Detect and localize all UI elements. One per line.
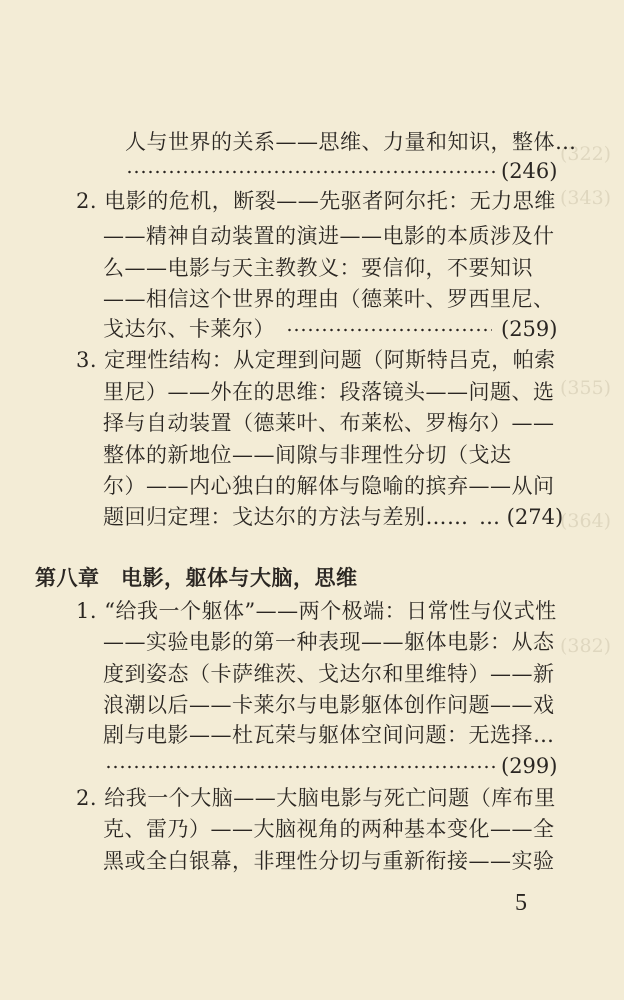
toc-leader-dots [105, 765, 496, 769]
toc-line: 里尼）——外在的思维：段落镜头——问题、选 [103, 380, 555, 404]
toc-line: 么——电影与天主教教义：要信仰，不要知识 [103, 256, 533, 280]
bleed-through-decoration: (322) [560, 143, 612, 165]
bleed-through-decoration: (364) [560, 510, 612, 532]
chapter-heading: 第八章 电影，躯体与大脑，思维 [35, 566, 358, 590]
toc-leader-dots [286, 328, 492, 332]
toc-line: ——实验电影的第一种表现——躯体电影：从态 [103, 630, 555, 654]
toc-page-number: (246) [501, 159, 558, 183]
toc-line: 2. 给我一个大脑——大脑电影与死亡问题（库布里 [76, 786, 556, 810]
toc-line: 1. “给我一个躯体”——两个极端：日常性与仪式性 [76, 599, 557, 623]
toc-leader-dots [126, 170, 496, 174]
toc-line: ——相信这个世界的理由（德莱叶、罗西里尼、 [103, 287, 555, 311]
toc-line: 2. 电影的危机，断裂——先驱者阿尔托：无力思维 [76, 189, 556, 213]
page-number: 5 [515, 890, 527, 916]
bleed-through-decoration: (355) [560, 377, 612, 399]
toc-line: 克、雷乃）——大脑视角的两种基本变化——全 [103, 817, 555, 841]
toc-line: 浪潮以后——卡莱尔与电影躯体创作问题——戏 [103, 693, 555, 717]
toc-line: 黑或全白银幕，非理性分切与重新衔接——实验 [103, 849, 555, 873]
toc-line: 整体的新地位——间隙与非理性分切（戈达 [103, 443, 512, 467]
toc-line: 择与自动装置（德莱叶、布莱松、罗梅尔）—— [103, 411, 555, 435]
toc-line: 剧与电影——杜瓦荣与躯体空间问题：无选择… [103, 723, 555, 747]
toc-page-number: (259) [501, 317, 558, 341]
toc-line: 题回归定理：戈达尔的方法与差别…… [103, 505, 469, 529]
toc-line: 度到姿态（卡萨维茨、戈达尔和里维特）——新 [103, 662, 555, 686]
toc-page-number: … (274) [479, 505, 564, 529]
bleed-through-decoration: (382) [560, 635, 612, 657]
toc-line: 戈达尔、卡莱尔） [103, 317, 275, 341]
bleed-through-decoration: (343) [560, 187, 612, 209]
toc-line: 3. 定理性结构：从定理到问题（阿斯特吕克，帕索 [76, 348, 556, 372]
toc-line: 尔）——内心独白的解体与隐喻的摈弃——从问 [103, 474, 555, 498]
toc-line: ——精神自动装置的演进——电影的本质涉及什 [103, 224, 555, 248]
toc-line: 人与世界的关系——思维、力量和知识，整体… [125, 130, 577, 154]
toc-page-number: (299) [501, 754, 558, 778]
